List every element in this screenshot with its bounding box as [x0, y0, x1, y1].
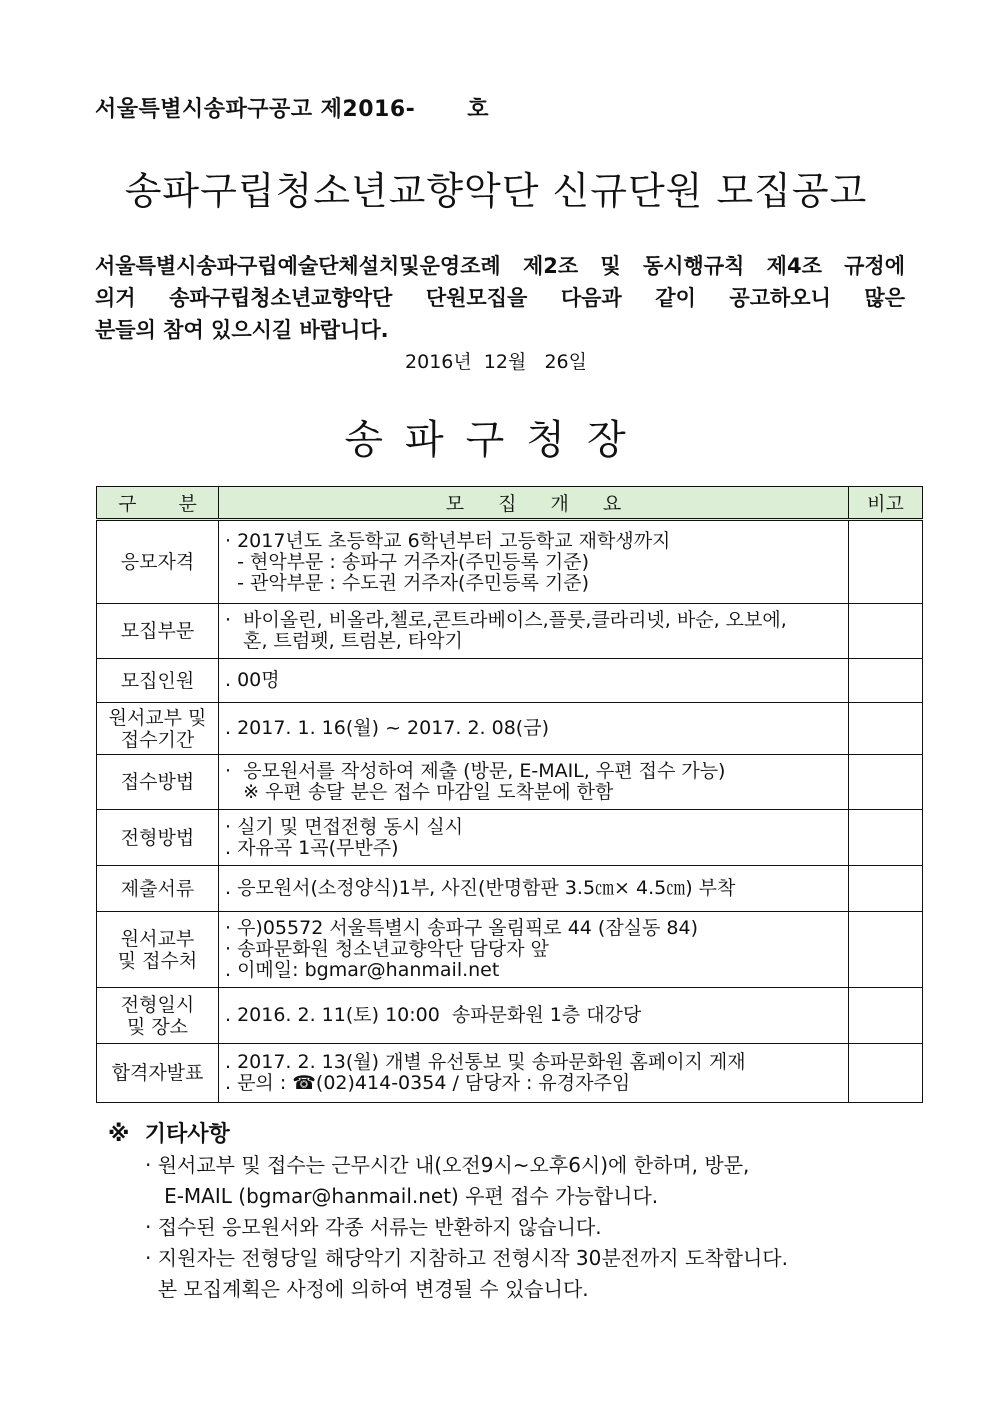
row-category-line: 모집인원 [120, 669, 195, 692]
row-overview-line: · 바이올린, 비올라,첼로,콘트라베이스,플룻,클라리넷, 바순, 오보에, [225, 609, 787, 631]
header-category [97, 487, 219, 520]
table-body [97, 520, 923, 1103]
row-overview-line: . 응모원서(소정양식)1부, 사진(반명함판 3.5㎝× 4.5㎝) 부착 [225, 877, 736, 899]
table-row [97, 520, 923, 604]
row-overview-line: . 2017. 1. 16(월) ~ 2017. 2. 08(금) [225, 717, 549, 739]
row-overview [219, 703, 849, 755]
etc-list [145, 1150, 788, 1305]
header-remarks [849, 487, 923, 520]
etc-item: · 지원자는 전형당일 해당악기 지참하고 전형시작 30분전까지 도착합니다. [145, 1246, 788, 1270]
row-category-line: 전형방법 [120, 826, 195, 849]
row-category-line: 제출서류 [120, 877, 195, 900]
row-overview [219, 912, 849, 988]
row-category-line: 원서교부 [120, 927, 195, 950]
row-overview-line: · 우)05572 서울특별시 송파구 올림픽로 44 (잠실동 84) [225, 917, 699, 939]
row-overview-line: · 2017년도 초등학교 6학년부터 고등학교 재학생까지 [225, 529, 671, 552]
table-header-row [97, 487, 923, 520]
header-overview-label: 모 집 개 요 [445, 493, 622, 515]
row-category-line: 응모자격 [120, 551, 195, 573]
header-overview [219, 487, 849, 520]
row-remarks [849, 604, 923, 659]
intro-line: 분들의 참여 있으시길 바랍니다. [95, 318, 389, 342]
table-row [97, 604, 923, 659]
header-remarks-label: 비고 [867, 493, 904, 515]
row-overview-line: ※ 우편 송달 분은 접수 마감일 도착분에 한함 [225, 781, 614, 803]
row-overview [219, 659, 849, 703]
table-row [97, 988, 923, 1044]
row-overview-line: 혼, 트럼펫, 트럼본, 타악기 [225, 630, 463, 652]
row-category-line: 접수기간 [120, 728, 195, 751]
notice-number [95, 92, 489, 123]
row-category [97, 912, 219, 988]
intro-paragraph [95, 250, 905, 346]
row-category [97, 659, 219, 703]
row-overview [219, 988, 849, 1044]
row-overview [219, 520, 849, 604]
row-category-line: 원서교부 및 [108, 706, 207, 729]
row-overview [219, 1044, 849, 1103]
row-category-line: 및 접수처 [117, 949, 198, 972]
row-overview-line: - 현악부문 : 송파구 거주자(주민등록 기준) [225, 550, 590, 573]
row-overview-line: · 실기 및 면접전형 동시 실시 [225, 815, 464, 838]
etc-heading: ※ 기타사항 [108, 1122, 230, 1147]
row-category [97, 703, 219, 755]
table-row [97, 755, 923, 810]
row-category [97, 755, 219, 810]
row-overview-line: · 응모원서를 작성하여 제출 (방문, E-MAIL, 우편 접수 가능) [225, 760, 726, 782]
row-remarks [849, 755, 923, 810]
table-row [97, 912, 923, 988]
issuer-name: 송파구청장 [344, 417, 648, 463]
row-overview-line: . 2016. 2. 11(토) 10:00 송파문화원 1층 대강당 [225, 1004, 642, 1026]
row-overview [219, 604, 849, 659]
row-remarks [849, 659, 923, 703]
table-row [97, 703, 923, 755]
row-category [97, 604, 219, 659]
table-row [97, 866, 923, 912]
etc-item: 본 모집계획은 사정에 의하여 변경될 수 있습니다. [145, 1277, 589, 1301]
etc-item: E-MAIL (bgmar@hanmail.net) 우편 접수 가능합니다. [145, 1184, 659, 1208]
intro-line: 의거 송파구립청소년교향악단 단원모집을 다음과 같이 공고하오니 많은 [95, 286, 905, 310]
row-overview-line: . 2017. 2. 13(월) 개별 유선통보 및 송파문화원 홈페이지 게재 [225, 1051, 746, 1073]
row-overview-line: . 자유곡 1곡(무반주) [225, 836, 399, 859]
row-overview-line: - 관악부문 : 수도권 거주자(주민등록 기준) [225, 571, 590, 594]
row-remarks [849, 866, 923, 912]
row-category [97, 1044, 219, 1103]
etc-item: · 원서교부 및 접수는 근무시간 내(오전9시~오후6시)에 한하며, 방문, [145, 1153, 750, 1177]
row-remarks [849, 1044, 923, 1103]
table-row [97, 1044, 923, 1103]
row-overview [219, 866, 849, 912]
table-row [97, 810, 923, 866]
row-overview-line: . 문의 : ☎(02)414-0354 / 담당자 : 유경자주임 [225, 1072, 631, 1094]
row-category-line: 접수방법 [120, 771, 195, 793]
etc-item: · 접수된 응모원서와 각종 서류는 반환하지 않습니다. [145, 1215, 602, 1239]
row-remarks [849, 988, 923, 1044]
header-category-label: 구 분 [118, 493, 215, 515]
row-overview [219, 810, 849, 866]
row-overview-line: · 송파문화원 청소년교향악단 담당자 앞 [225, 938, 549, 960]
row-category [97, 866, 219, 912]
row-overview-line: . 00명 [225, 669, 280, 691]
row-remarks [849, 912, 923, 988]
notice-number-suffix: 호 [467, 97, 490, 122]
row-category-line: 합격자발표 [111, 1062, 204, 1084]
row-category [97, 988, 219, 1044]
row-category [97, 810, 219, 866]
row-overview-line: . 이메일: bgmar@hanmail.net [225, 959, 500, 981]
notice-number-prefix: 서울특별시송파구공고 제2016- [95, 97, 416, 122]
row-category-line: 모집부문 [120, 620, 195, 642]
row-category [97, 520, 219, 604]
row-remarks [849, 520, 923, 604]
document-title: 송파구립청소년교향악단 신규단원 모집공고 [124, 169, 868, 213]
intro-line: 서울특별시송파구립예술단체설치및운영조례 제2조 및 동시행규칙 제4조 규정에 [95, 254, 905, 278]
table-row [97, 659, 923, 703]
recruitment-table [96, 486, 923, 1103]
row-overview [219, 755, 849, 810]
notice-date: 2016년 12월 26일 [405, 351, 587, 373]
row-category-line: 전형일시 [120, 993, 195, 1016]
row-remarks [849, 703, 923, 755]
row-category-line: 및 장소 [126, 1015, 189, 1038]
row-remarks [849, 810, 923, 866]
